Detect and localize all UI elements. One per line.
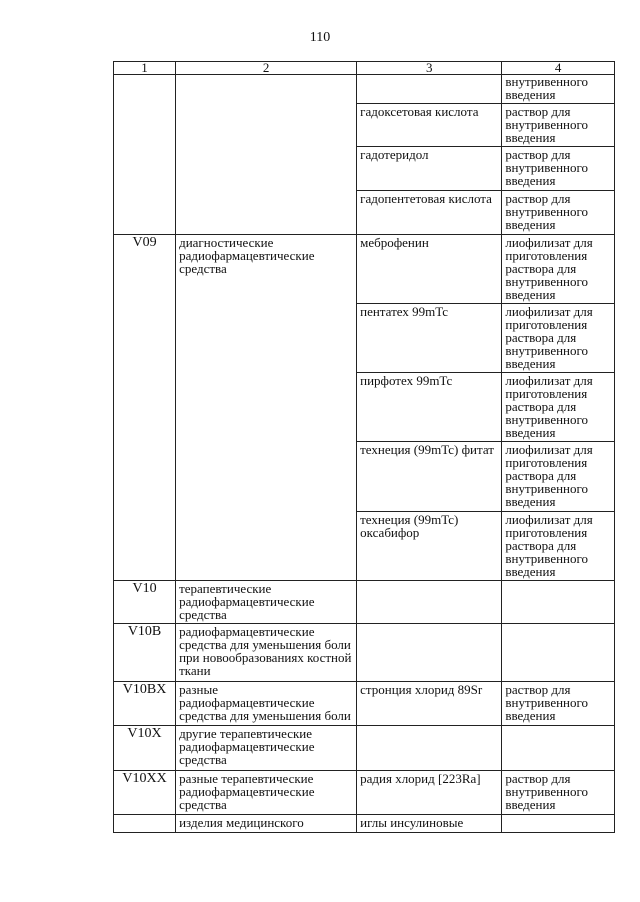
form-cell: лиофилизат для приготовления раствора для внутривенного введения [502,304,615,373]
code-cell [114,75,176,235]
form-cell: раствор для внутривенного введения [502,771,615,815]
substance-cell: технеция (99mTc) фитат [357,442,502,512]
form-cell: лиофилизат для приготовления раствора для внутривенного введения [502,442,615,512]
substance-cell: гадотеридол [357,147,502,191]
table-row [114,682,615,726]
table-row [114,581,615,624]
table-row [114,75,615,104]
substance-cell [357,726,502,771]
substance-cell: пирфотех 99mTc [357,373,502,442]
substance-cell: технеция (99mTc) оксабифор [357,512,502,581]
form-cell [502,624,615,682]
form-cell: раствор для внутривенного введения [502,191,615,235]
table-row [114,235,615,304]
substance-cell: гадопентетовая кислота [357,191,502,235]
substance-cell [357,624,502,682]
table-header-row [114,62,615,75]
table-row [114,771,615,815]
code-cell: V10 [114,581,176,624]
code-cell: V10XX [114,771,176,815]
substance-cell: гадоксетовая кислота [357,104,502,147]
table-row [114,815,615,833]
form-cell: раствор для внутривенного введения [502,682,615,726]
form-cell: лиофилизат для приготовления раствора для внутривенного введения [502,512,615,581]
name-cell: разные радиофармацевтические средства для уменьшения боли [176,682,357,726]
column-header-3: 3 [357,62,502,75]
column-header-1: 1 [114,62,176,75]
form-cell: лиофилизат для приготовления раствора для внутривенного введения [502,235,615,304]
drug-table [113,61,615,833]
name-cell: изделия медицинского [176,815,357,833]
code-cell: V09 [114,235,176,581]
substance-cell: иглы инсулиновые [357,815,502,833]
name-cell: терапевтические радиофармацевтические средства [176,581,357,624]
column-header-4: 4 [502,62,615,75]
form-cell [502,581,615,624]
substance-cell [357,75,502,104]
substance-cell: пентатех 99mTc [357,304,502,373]
name-cell: разные терапевтические радиофармацевтические средства [176,771,357,815]
form-cell [502,726,615,771]
form-cell: лиофилизат для приготовления раствора для внутривенного введения [502,373,615,442]
code-cell: V10X [114,726,176,771]
page-number: 110 [309,30,331,45]
name-cell [176,75,357,235]
code-cell: V10B [114,624,176,682]
name-cell: другие терапевтические радиофармацевтические средства [176,726,357,771]
code-cell: V10BX [114,682,176,726]
form-cell: раствор для внутривенного введения [502,147,615,191]
column-header-2: 2 [176,62,357,75]
name-cell: диагностические радиофармацевтические средства [176,235,357,581]
substance-cell: меброфенин [357,235,502,304]
form-cell: раствор для внутривенного введения [502,104,615,147]
substance-cell [357,581,502,624]
substance-cell: стронция хлорид 89Sr [357,682,502,726]
code-cell [114,815,176,833]
name-cell: радиофармацевтические средства для уменьшения боли при новообразованиях костной ткани [176,624,357,682]
table-row [114,726,615,771]
table-row [114,624,615,682]
form-cell [502,815,615,833]
substance-cell: радия хлорид [223Ra] [357,771,502,815]
form-cell: внутривенного введения [502,75,615,104]
